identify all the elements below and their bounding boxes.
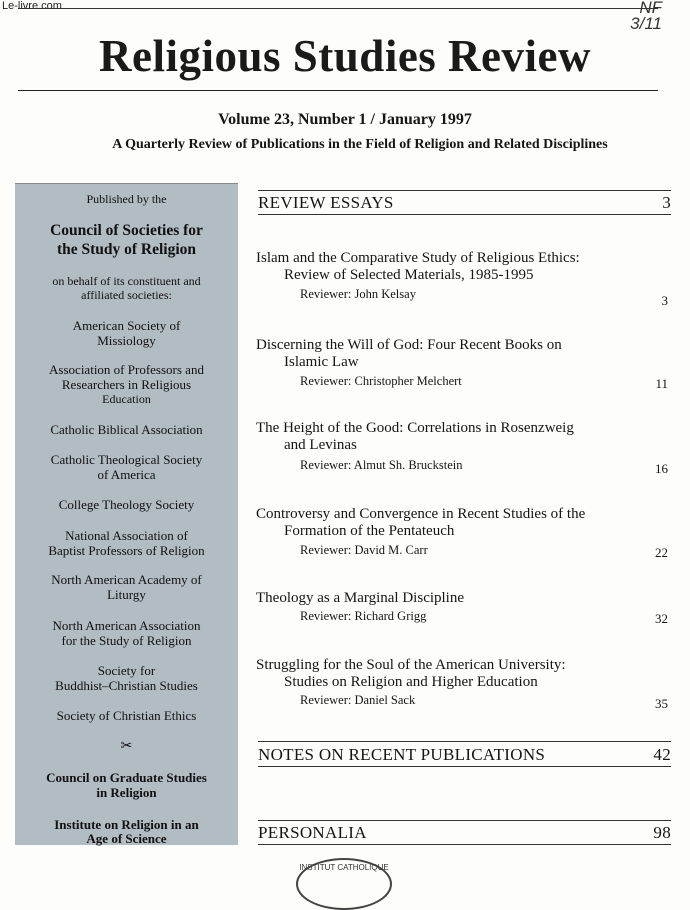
section-rule (258, 190, 671, 191)
society-item: Association of Professors and (49, 362, 204, 377)
essay-title-line1: Controversy and Convergence in Recent Studies of the (256, 506, 586, 522)
society-item: Missiology (97, 333, 156, 348)
essay-page: 32 (655, 611, 668, 626)
publisher-sidebar (15, 183, 238, 845)
essay-entry (256, 590, 672, 630)
watermark-text: Le-livre.com (2, 0, 62, 12)
society-item: North American Association (52, 618, 201, 633)
personalia-heading (258, 823, 671, 843)
section-rule (258, 214, 671, 215)
essay-title-line2: Formation of the Pentateuch (284, 523, 455, 539)
masthead-top-rule (18, 8, 658, 9)
society-item: College Theology Society (58, 497, 195, 512)
journal-subtitle: A Quarterly Review of Publications in the Field of Religion and Related Disciplines (112, 137, 608, 152)
stamp-text: INSTITUT CATHOLIQUE (299, 863, 389, 872)
society-item: National Association of (65, 528, 188, 543)
essay-reviewer: Reviewer: Daniel Sack (300, 693, 416, 707)
affiliate-item: Age of Science (86, 831, 167, 846)
essay-page: 22 (655, 545, 668, 560)
essay-reviewer: Reviewer: Christopher Melchert (300, 374, 462, 388)
essay-page: 16 (655, 461, 668, 476)
personalia-page: 98 (653, 823, 671, 842)
behalf-line1: on behalf of its constituent and (52, 274, 201, 288)
council-name-line2: the Study of Religion (56, 241, 197, 258)
affiliate-item: in Religion (96, 785, 157, 800)
essay-entry (256, 337, 672, 397)
society-item: for the Study of Religion (61, 633, 192, 648)
personalia-label: PERSONALIA (258, 823, 367, 842)
review-essays-page: 3 (662, 193, 671, 212)
library-stamp (296, 858, 392, 910)
essay-page: 3 (661, 293, 668, 308)
society-item: Education (102, 392, 151, 406)
review-essays-label: REVIEW ESSAYS (258, 193, 394, 212)
essay-title-line1: Islam and the Comparative Study of Religious Ethics: (256, 250, 580, 266)
essay-title-line2: Studies on Religion and Higher Education (284, 674, 538, 690)
section-rule (258, 844, 671, 845)
essay-title-line2: Islamic Law (284, 354, 359, 370)
essay-entry (256, 657, 672, 717)
section-rule (258, 766, 671, 767)
scissors-icon: ✂ (120, 739, 133, 754)
society-item: Liturgy (107, 587, 146, 602)
society-item: of America (97, 467, 156, 482)
essay-page: 35 (655, 696, 668, 711)
society-item: Researchers in Religious (61, 377, 192, 392)
catalog-mark-text: NF 3/11 (630, 0, 662, 33)
essay-reviewer: Reviewer: John Kelsay (300, 287, 416, 301)
essay-reviewer: Reviewer: David M. Carr (300, 543, 428, 557)
essay-entry (256, 250, 672, 310)
society-item: Catholic Biblical Association (50, 422, 203, 437)
society-item: American Society of (72, 318, 181, 333)
essay-entry (256, 420, 672, 480)
essay-title-line2: and Levinas (284, 437, 357, 453)
essay-entry (256, 506, 672, 566)
council-name-line1: Council of Societies for (50, 222, 203, 239)
society-item: Society for (97, 663, 156, 678)
society-item: Catholic Theological Society (50, 452, 203, 467)
affiliate-item: Institute on Religion in an (54, 817, 199, 832)
essay-reviewer: Reviewer: Almut Sh. Bruckstein (300, 458, 463, 472)
masthead-bottom-rule (18, 90, 658, 91)
essay-reviewer: Reviewer: Richard Grigg (300, 609, 427, 623)
notes-heading (258, 745, 671, 765)
essay-title-line2: Review of Selected Materials, 1985-1995 (284, 267, 534, 283)
journal-title: Religious Studies Review (98, 31, 591, 81)
essay-page: 11 (655, 376, 668, 391)
essay-title-line1: The Height of the Good: Correlations in Rosenzweig (256, 420, 574, 436)
review-essays-heading (258, 193, 671, 213)
society-item: Society of Christian Ethics (56, 708, 197, 723)
issue-line: Volume 23, Number 1 / January 1997 (218, 111, 472, 128)
essay-title-line1: Struggling for the Soul of the American University: (256, 657, 566, 673)
society-item: North American Academy of (51, 572, 202, 587)
section-rule (258, 820, 671, 821)
notes-label: NOTES ON RECENT PUBLICATIONS (258, 745, 546, 764)
behalf-line2: affiliated societies: (81, 288, 172, 302)
society-item: Buddhist–Christian Studies (55, 678, 198, 693)
section-rule (258, 741, 671, 742)
published-by-label: Published by the (86, 192, 167, 206)
handwritten-catalog-mark (630, 0, 662, 32)
essay-title-line1: Discerning the Will of God: Four Recent Books on (256, 337, 562, 353)
essay-title-line1: Theology as a Marginal Discipline (256, 590, 465, 606)
affiliate-item: Council on Graduate Studies (46, 770, 207, 785)
notes-page: 42 (653, 745, 671, 764)
society-item: Baptist Professors of Religion (48, 543, 205, 558)
